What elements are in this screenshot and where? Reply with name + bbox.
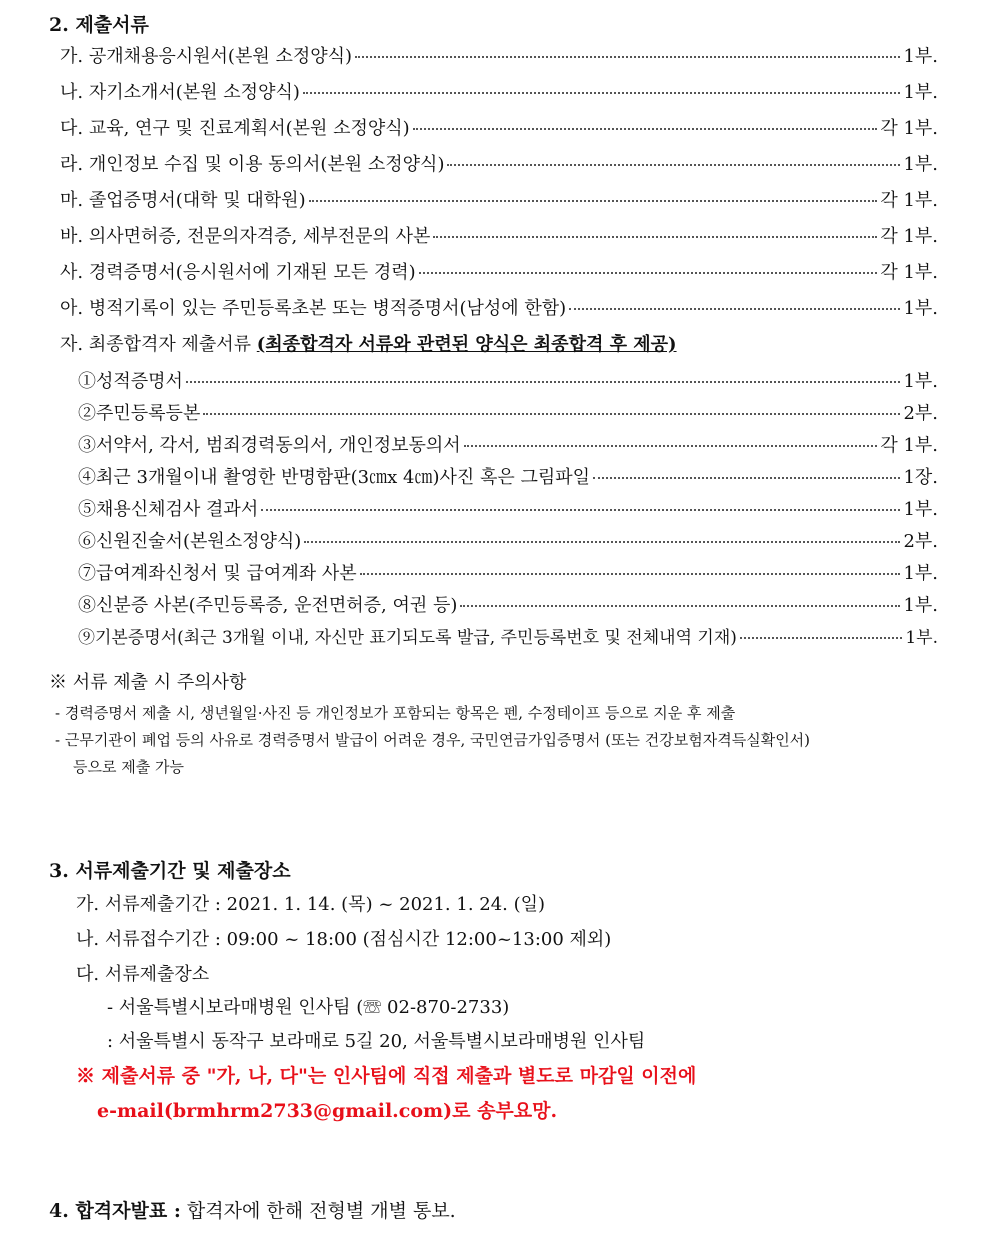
document-item (60, 114, 938, 140)
final-document-item (78, 431, 938, 457)
item-label: ⑨기본증명서(최근 3개월 이내, 자신만 표기되도록 발급, 주민등록번호 및 전체내역 기재) (78, 628, 737, 648)
section-2-title: 2. 제출서류 (49, 14, 149, 36)
submission-place-title: 다. 서류제출장소 (76, 964, 210, 985)
dot-leader (464, 444, 878, 447)
submission-address: : 서울특별시 동작구 보라매로 5길 20, 서울특별시보라매병원 인사팀 (107, 1031, 646, 1052)
final-document-item (78, 591, 938, 617)
item-count: 1부. (903, 595, 938, 616)
item-count: 1부. (903, 371, 938, 392)
reception-hours: 나. 서류접수기간 : 09:00 ~ 18:00 (점심시간 12:00~13:00 제외) (76, 929, 612, 950)
final-documents-heading (60, 330, 677, 356)
item-label: ⑤채용신체검사 결과서 (78, 499, 259, 520)
item-count: 1부. (903, 46, 938, 67)
dot-leader (593, 476, 900, 479)
item-count: 1부. (903, 154, 938, 175)
item-count: 1부. (903, 563, 938, 584)
item-count: 각 1부. (880, 226, 938, 247)
dot-leader (740, 636, 902, 639)
dot-leader (355, 55, 900, 58)
final-document-item (78, 623, 938, 648)
dot-leader (309, 199, 878, 202)
document-item (60, 150, 938, 176)
document-item (60, 294, 938, 320)
submission-period: 가. 서류제출기간 : 2021. 1. 14. (목) ~ 2021. 1. 24. (일) (76, 894, 546, 915)
final-document-item (78, 495, 938, 521)
item-count: 1부. (905, 628, 938, 648)
caution-line: - 근무기관이 폐업 등의 사유로 경력증명서 발급이 어려운 경우, 국민연금가입증명서 (또는 건강보험자격득실확인서) (55, 731, 811, 749)
email-notice-line: ※ 제출서류 중 "가, 나, 다"는 인사팀에 직접 제출과 별도로 마감일 이전에 (76, 1065, 697, 1087)
final-documents-note: (최종합격자 서류와 관련된 양식은 최종합격 후 제공) (256, 334, 677, 355)
submission-office: - 서울특별시보라매병원 인사팀 (☏ 02-870-2733) (107, 997, 510, 1018)
caution-line: 등으로 제출 가능 (73, 758, 184, 776)
document-item (60, 222, 938, 248)
item-label: ③서약서, 각서, 범죄경력동의서, 개인정보동의서 (78, 435, 461, 456)
dot-leader (447, 163, 900, 166)
document-item (60, 186, 938, 212)
final-document-item (78, 399, 938, 425)
item-count: 각 1부. (880, 435, 938, 456)
dot-leader (261, 508, 900, 511)
item-count: 1부. (903, 298, 938, 319)
item-label: 다. 교육, 연구 및 진료계획서(본원 소정양식) (60, 118, 410, 139)
document-item (60, 42, 938, 68)
item-label: ⑦급여계좌신청서 및 급여계좌 사본 (78, 563, 357, 584)
dot-leader (186, 380, 900, 383)
item-label: 가. 공개채용응시원서(본원 소정양식) (60, 46, 353, 67)
item-label: 라. 개인정보 수집 및 이용 동의서(본원 소정양식) (60, 154, 445, 175)
item-count: 각 1부. (880, 262, 938, 283)
email-notice-line: e-mail(brmhrm2733@gmail.com)로 송부요망. (97, 1100, 558, 1122)
item-label: 사. 경력증명서(응시원서에 기재된 모든 경력) (60, 262, 416, 283)
item-label: ⑥신원진술서(본원소정양식) (78, 531, 302, 552)
final-document-item (78, 367, 938, 393)
final-document-item (78, 559, 938, 585)
item-label: ⑧신분증 사본(주민등록증, 운전면허증, 여권 등) (78, 595, 458, 616)
dot-leader (433, 235, 877, 238)
item-label: 아. 병적기록이 있는 주민등록초본 또는 병적증명서(남성에 한함) (60, 298, 567, 319)
document-item (60, 258, 938, 284)
final-document-item (78, 463, 938, 489)
item-count: 각 1부. (880, 190, 938, 211)
final-document-item (78, 527, 938, 553)
item-label: 나. 자기소개서(본원 소정양식) (60, 82, 300, 103)
dot-leader (303, 91, 901, 94)
item-label: 마. 졸업증명서(대학 및 대학원) (60, 190, 306, 211)
section-4-title: 4. 합격자발표 : (49, 1200, 181, 1222)
item-label: 바. 의사면허증, 전문의자격증, 세부전문의 사본 (60, 226, 431, 247)
dot-leader (419, 271, 878, 274)
document-item (60, 78, 938, 104)
dot-leader (413, 127, 878, 130)
item-label: ②주민등록등본 (78, 403, 201, 424)
section-4 (49, 1196, 456, 1223)
caution-line: - 경력증명서 제출 시, 생년월일·사진 등 개인정보가 포함되는 항목은 펜, 수정테이프 등으로 지운 후 제출 (55, 704, 736, 722)
item-label: ④최근 3개월이내 촬영한 반명함판(3㎝x 4㎝)사진 혹은 그림파일 (78, 467, 591, 488)
caution-title: ※ 서류 제출 시 주의사항 (49, 672, 247, 693)
item-count: 2부. (903, 403, 938, 424)
dot-leader (360, 572, 901, 575)
dot-leader (460, 604, 900, 607)
section-3-title: 3. 서류제출기간 및 제출장소 (49, 860, 291, 882)
item-count: 1장. (903, 467, 938, 488)
section-4-text: 합격자에 한해 전형별 개별 통보. (186, 1200, 456, 1222)
final-documents-label: 자. 최종합격자 제출서류 (60, 334, 252, 355)
item-count: 각 1부. (880, 118, 938, 139)
dot-leader (203, 412, 900, 415)
item-count: 2부. (903, 531, 938, 552)
dot-leader (304, 540, 900, 543)
item-count: 1부. (903, 499, 938, 520)
item-label: ①성적증명서 (78, 371, 183, 392)
dot-leader (569, 307, 900, 310)
item-count: 1부. (903, 82, 938, 103)
